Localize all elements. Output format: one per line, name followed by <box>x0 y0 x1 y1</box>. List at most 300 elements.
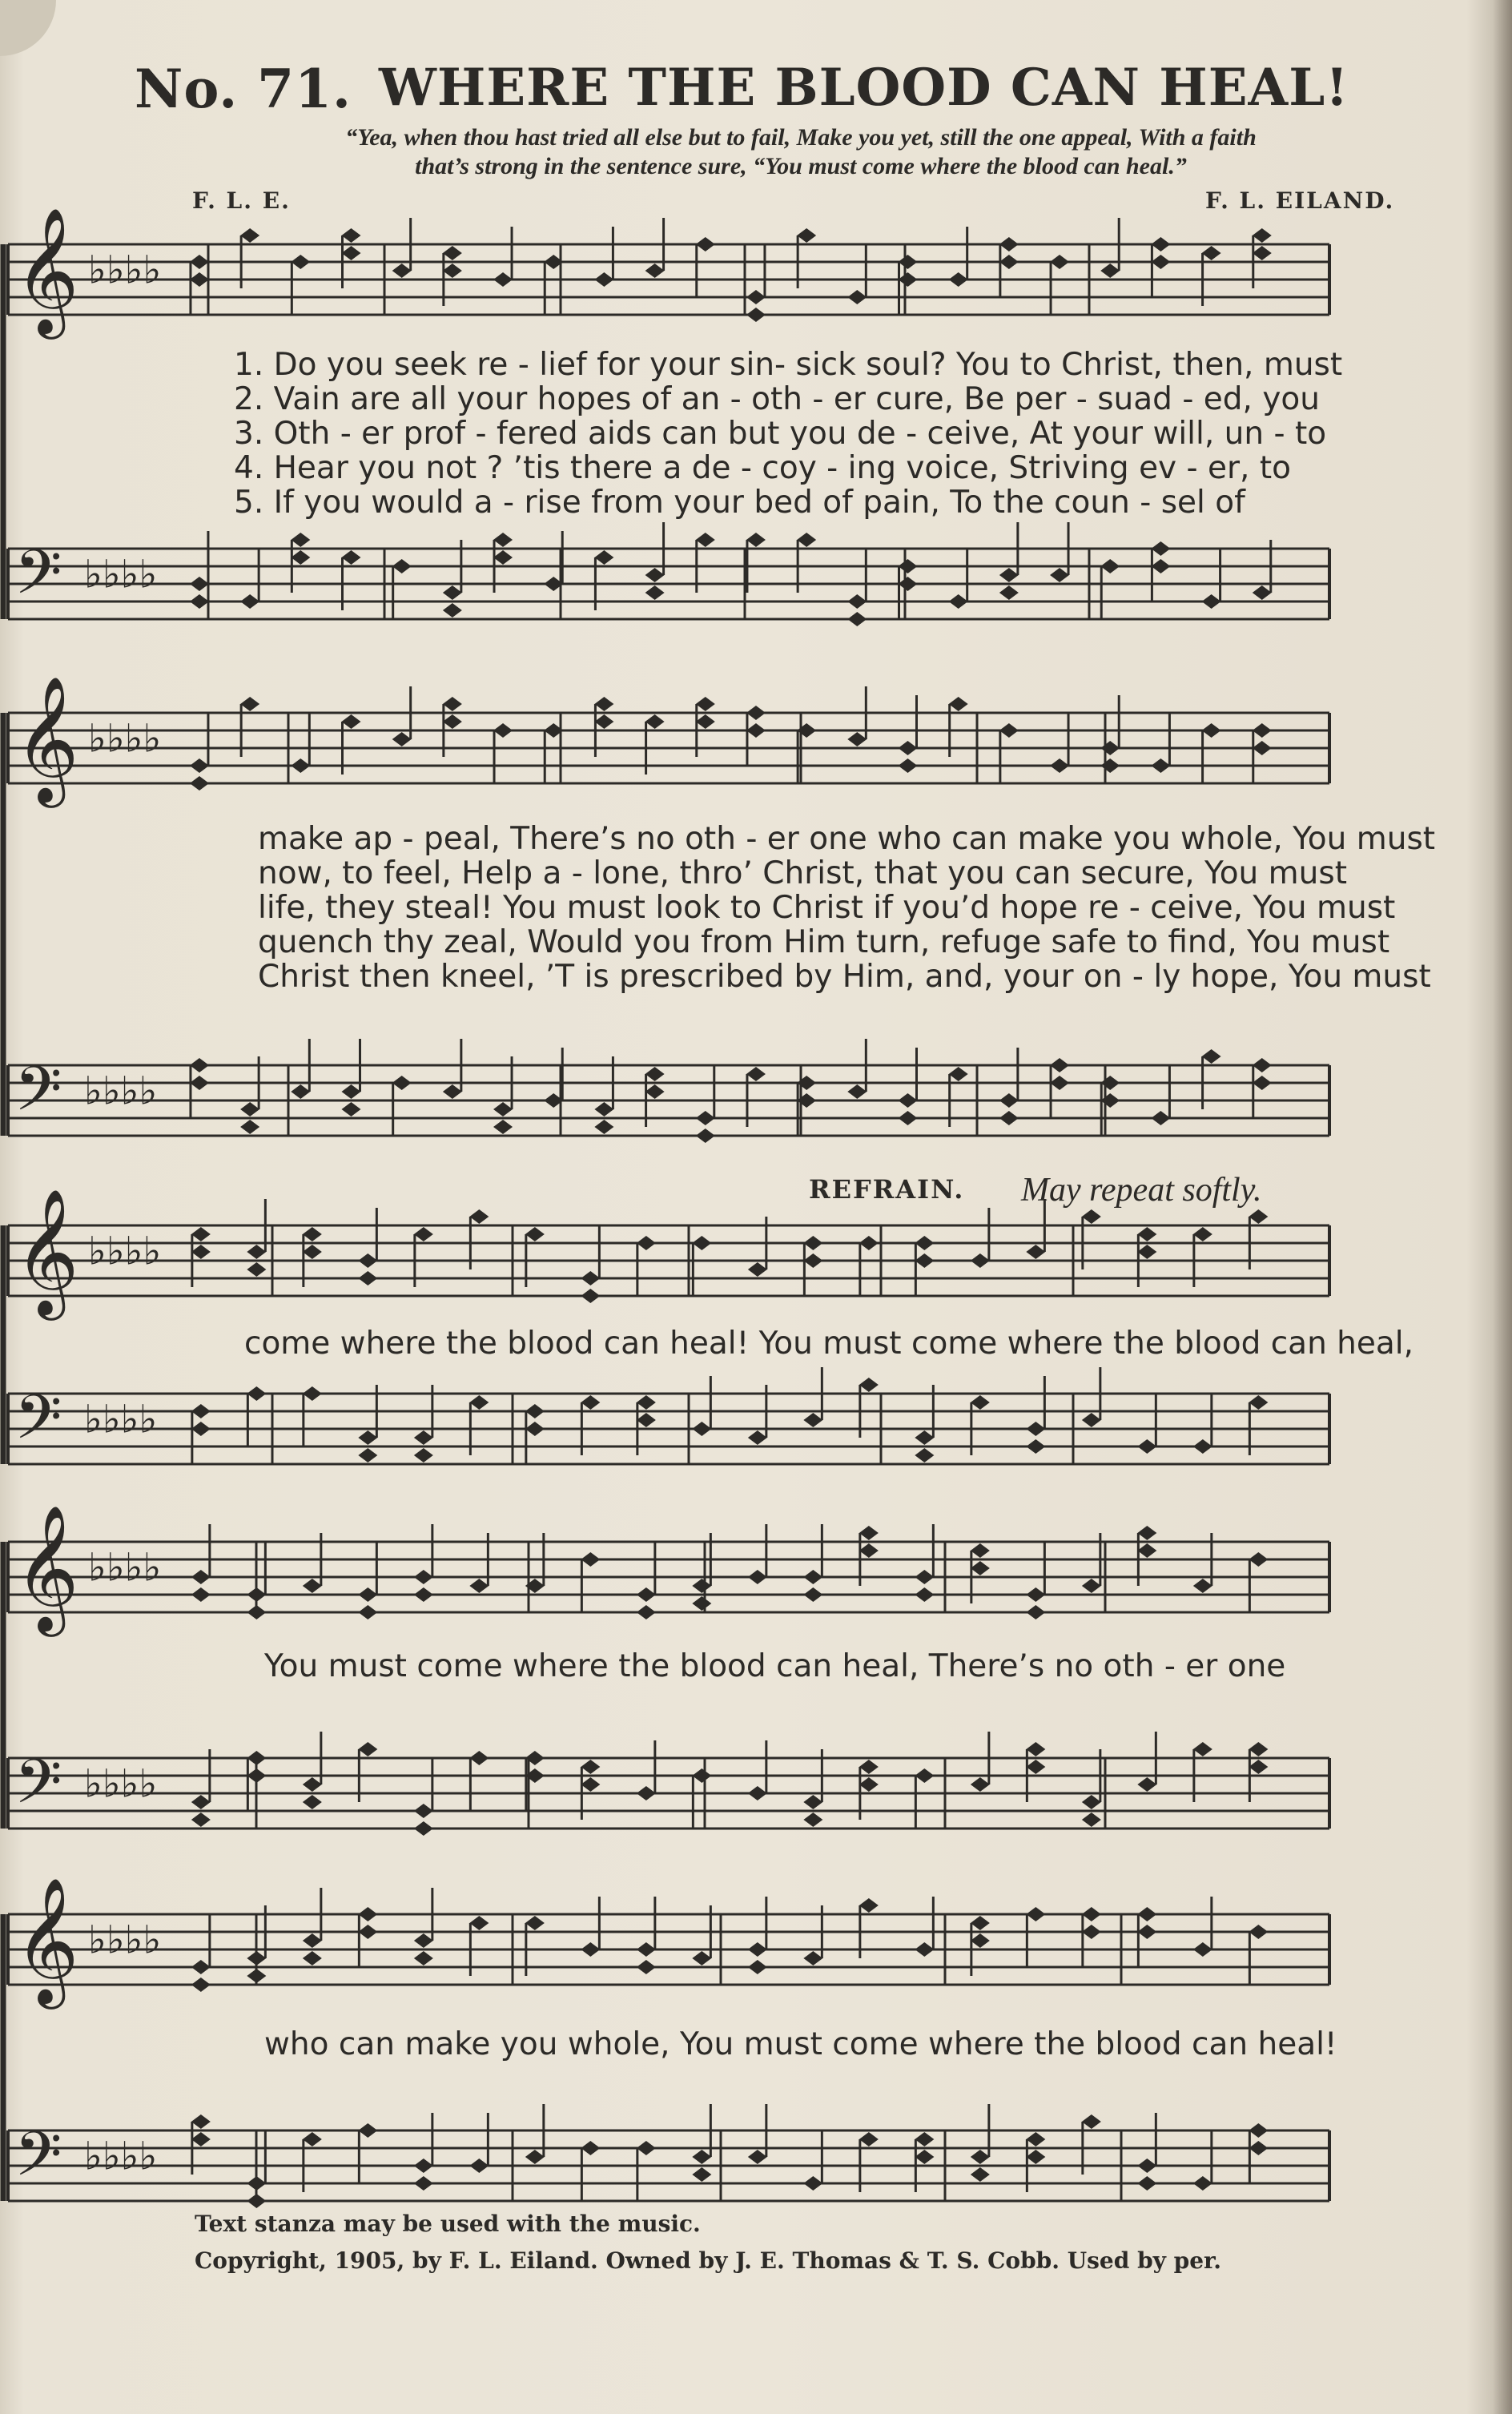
note-shape <box>899 741 918 755</box>
note-shape <box>1100 559 1120 573</box>
note-shape <box>1151 255 1170 269</box>
note-shape <box>748 2150 767 2164</box>
note-shape <box>803 2176 822 2191</box>
note-head <box>191 1404 211 1464</box>
note-shape <box>692 2167 711 2182</box>
note-shape <box>443 264 462 278</box>
bass-staff <box>8 2104 1329 2208</box>
note-shape <box>443 714 462 729</box>
note-head <box>303 1732 322 1809</box>
flat-sign-icon: ♭♭♭♭ <box>84 552 158 597</box>
note-shape <box>1249 1395 1268 1410</box>
note-head <box>1050 522 1069 582</box>
note-head <box>696 237 715 297</box>
note-shape <box>1026 1605 1045 1619</box>
note-head <box>1050 255 1069 315</box>
note-shape <box>414 1933 433 1948</box>
note-shape <box>1253 1058 1272 1072</box>
note-shape <box>247 1245 266 1259</box>
note-head <box>1253 723 1272 783</box>
note-shape <box>971 1395 990 1410</box>
note-shape <box>1253 585 1272 600</box>
note-shape <box>493 1102 513 1116</box>
note-shape <box>342 1084 361 1099</box>
note-head <box>692 1376 711 1436</box>
note-shape <box>1050 758 1069 773</box>
note-shape <box>803 1587 822 1602</box>
flat-sign-icon: ♭♭♭♭ <box>84 1068 158 1114</box>
note-shape <box>240 697 259 711</box>
stanza-2-line-1: 2. Vain are all your hopes of an - oth - er cure, Be per - suad - ed, you <box>234 381 1320 417</box>
note-shape <box>191 1245 211 1259</box>
note-shape <box>525 2150 545 2164</box>
flat-sign-icon: ♭♭♭♭ <box>88 1229 162 1274</box>
note-shape <box>859 1760 879 1774</box>
treble-clef-icon: 𝄞 <box>14 1504 79 1632</box>
note-shape <box>1026 2150 1045 2164</box>
note-shape <box>847 594 867 609</box>
note-head <box>949 227 968 287</box>
bass-clef-icon: 𝄢 <box>14 1381 62 1468</box>
note-head <box>1026 1542 1045 1619</box>
note-head <box>999 723 1019 783</box>
note-head <box>692 1236 711 1296</box>
note-shape <box>493 550 513 565</box>
note-shape <box>999 237 1019 251</box>
note-head <box>971 1732 990 1792</box>
note-shape <box>1249 1742 1268 1756</box>
bass-staff <box>8 1367 1329 1467</box>
note-shape <box>803 1236 822 1250</box>
note-shape <box>696 714 715 729</box>
footer-note: Text stanza may be used with the music. <box>195 2211 701 2237</box>
note-shape <box>999 1111 1019 1125</box>
note-head <box>692 1533 711 1611</box>
note-shape <box>1050 568 1069 582</box>
note-shape <box>342 714 361 729</box>
note-head <box>594 1056 613 1134</box>
note-shape <box>525 1227 545 1241</box>
note-shape <box>1151 541 1170 556</box>
note-shape <box>899 272 918 287</box>
note-head <box>392 1076 412 1136</box>
note-head <box>358 2123 377 2183</box>
note-shape <box>303 1951 322 1965</box>
note-shape <box>190 758 209 773</box>
note-shape <box>899 1093 918 1108</box>
note-head <box>637 1740 656 1800</box>
note-shape <box>803 1951 822 1965</box>
music-system-5 <box>0 1877 1341 2227</box>
note-shape <box>443 697 462 711</box>
note-shape <box>1026 1760 1045 1774</box>
note-head <box>1151 237 1170 297</box>
note-head <box>469 1751 489 1811</box>
note-shape <box>847 732 867 746</box>
note-head <box>358 1385 377 1462</box>
note-shape <box>746 1067 766 1081</box>
note-head <box>414 1524 433 1602</box>
note-shape <box>581 1777 600 1792</box>
note-shape <box>859 1378 879 1392</box>
note-shape <box>637 1413 656 1427</box>
note-shape <box>493 272 513 287</box>
note-shape <box>1082 1209 1101 1224</box>
note-shape <box>971 1916 990 1930</box>
note-shape <box>1082 1795 1101 1809</box>
note-shape <box>847 1084 867 1099</box>
note-shape <box>915 2132 934 2146</box>
note-shape <box>797 533 816 547</box>
note-shape <box>191 1570 211 1584</box>
note-head <box>748 1524 767 1584</box>
note-shape <box>1249 1760 1268 1774</box>
note-head <box>414 2113 433 2191</box>
note-head <box>291 255 310 315</box>
note-shape <box>1202 723 1221 738</box>
note-head <box>342 1039 361 1116</box>
note-shape <box>493 723 513 738</box>
note-head <box>240 1056 259 1134</box>
note-shape <box>748 1786 767 1800</box>
note-head <box>803 1749 822 1827</box>
note-shape <box>899 577 918 591</box>
note-shape <box>191 1813 211 1827</box>
note-shape <box>859 1898 879 1913</box>
note-shape <box>303 1245 322 1259</box>
hymn-header <box>135 51 1448 123</box>
note-shape <box>1100 758 1120 773</box>
note-shape <box>696 697 715 711</box>
note-shape <box>1253 246 1272 260</box>
note-head <box>414 1385 433 1462</box>
note-head <box>1249 1552 1268 1612</box>
note-shape <box>1249 2123 1268 2138</box>
bass-staff <box>8 522 1329 626</box>
note-shape <box>1082 1925 1101 1939</box>
note-shape <box>594 550 613 565</box>
note-head <box>746 706 766 766</box>
note-shape <box>1253 228 1272 243</box>
note-shape <box>746 706 766 720</box>
flat-sign-icon: ♭♭♭♭ <box>84 1397 158 1442</box>
note-head <box>899 559 918 619</box>
note-shape <box>392 1076 412 1090</box>
refrain-lyric-line-1: come where the blood can heal! You must come where the blood can heal, <box>244 1326 1414 1362</box>
note-shape <box>191 1960 211 1974</box>
note-head <box>493 1056 513 1134</box>
note-head <box>190 1058 209 1118</box>
note-shape <box>240 1120 259 1134</box>
stanza-4-line-2: quench thy zeal, Would you from Him turn, refuge safe to find, You must <box>258 924 1390 960</box>
note-shape <box>414 1448 433 1462</box>
note-shape <box>414 1587 433 1602</box>
note-shape <box>247 1605 266 1619</box>
note-shape <box>191 1795 211 1809</box>
note-head <box>746 244 766 322</box>
note-shape <box>525 1422 545 1436</box>
note-shape <box>949 594 968 609</box>
note-shape <box>1151 237 1170 251</box>
note-head <box>899 1048 918 1125</box>
note-shape <box>291 758 310 773</box>
note-shape <box>692 1579 711 1593</box>
note-shape <box>594 272 613 287</box>
note-shape <box>1026 1422 1045 1436</box>
note-shape <box>414 2176 433 2191</box>
note-shape <box>637 1960 656 1974</box>
note-shape <box>748 1570 767 1584</box>
note-head <box>303 1888 322 1965</box>
note-head <box>915 1385 934 1462</box>
note-head <box>1253 1058 1272 1118</box>
bass-clef-icon: 𝄢 <box>14 2118 62 2205</box>
flat-sign-icon: ♭♭♭♭ <box>88 716 162 762</box>
note-shape <box>469 1751 489 1765</box>
note-shape <box>1137 1245 1156 1259</box>
note-shape <box>899 255 918 269</box>
note-head <box>493 723 513 783</box>
note-shape <box>999 1093 1019 1108</box>
note-shape <box>899 1111 918 1125</box>
note-shape <box>1050 255 1069 269</box>
note-head <box>240 549 259 609</box>
note-head <box>1137 2113 1156 2191</box>
note-head <box>1151 713 1170 773</box>
note-shape <box>594 697 613 711</box>
note-shape <box>899 559 918 573</box>
note-shape <box>692 1596 711 1611</box>
note-shape <box>999 723 1019 738</box>
bass-staff <box>8 1039 1329 1143</box>
note-head <box>1137 1732 1156 1792</box>
note-head <box>1082 1367 1101 1427</box>
note-shape <box>1151 1111 1170 1125</box>
note-shape <box>803 1813 822 1827</box>
note-head <box>803 2130 822 2191</box>
note-shape <box>1193 2176 1212 2191</box>
note-head <box>414 1888 433 1965</box>
note-shape <box>525 1404 545 1418</box>
note-shape <box>859 1526 879 1540</box>
note-shape <box>1082 1579 1101 1593</box>
note-shape <box>1082 1813 1101 1827</box>
note-shape <box>1193 1742 1212 1756</box>
note-shape <box>1202 594 1221 609</box>
note-shape <box>971 1543 990 1558</box>
note-head <box>581 1225 600 1303</box>
note-shape <box>1253 741 1272 755</box>
note-head <box>247 1386 266 1446</box>
note-head <box>915 1524 934 1602</box>
note-shape <box>414 1570 433 1584</box>
note-head <box>1249 2123 1268 2183</box>
note-shape <box>443 1084 462 1099</box>
flat-sign-icon: ♭♭♭♭ <box>88 247 162 293</box>
note-shape <box>581 1552 600 1567</box>
note-shape <box>1151 559 1170 573</box>
note-head <box>581 2141 600 2201</box>
note-shape <box>915 1448 934 1462</box>
note-shape <box>392 732 412 746</box>
note-shape <box>247 2194 266 2208</box>
note-head <box>645 522 665 600</box>
note-shape <box>1193 1942 1212 1957</box>
note-shape <box>247 1969 266 1983</box>
note-shape <box>240 228 259 243</box>
note-shape <box>803 1570 822 1584</box>
note-shape <box>358 1907 377 1921</box>
bass-clef-icon: 𝄢 <box>14 1745 62 1833</box>
note-head <box>190 255 209 315</box>
note-shape <box>1137 1907 1156 1921</box>
note-shape <box>414 1430 433 1445</box>
note-shape <box>191 1227 211 1241</box>
note-shape <box>594 714 613 729</box>
note-head <box>692 1768 711 1829</box>
note-shape <box>443 246 462 260</box>
note-shape <box>190 1076 209 1090</box>
note-head <box>637 1236 656 1296</box>
note-shape <box>469 2159 489 2173</box>
note-head <box>637 1897 656 1974</box>
note-shape <box>342 228 361 243</box>
note-shape <box>637 1605 656 1619</box>
note-shape <box>847 290 867 304</box>
note-head <box>803 1367 822 1427</box>
note-shape <box>1137 2159 1156 2173</box>
note-shape <box>999 568 1019 582</box>
hymn-number: No. 71. <box>135 58 352 120</box>
note-head <box>392 559 412 619</box>
note-shape <box>190 272 209 287</box>
stanza-1-line-1: 1. Do you seek re - lief for your sin- sick soul? You to Christ, then, must <box>234 347 1343 383</box>
note-shape <box>859 1543 879 1558</box>
note-shape <box>358 1742 377 1756</box>
note-shape <box>443 603 462 618</box>
note-shape <box>1151 758 1170 773</box>
note-shape <box>915 1570 934 1584</box>
note-shape <box>746 533 766 547</box>
note-shape <box>746 290 766 304</box>
note-shape <box>696 533 715 547</box>
note-shape <box>999 585 1019 600</box>
bass-staff <box>8 1732 1329 1836</box>
note-shape <box>1249 2141 1268 2155</box>
note-shape <box>1026 1907 1045 1921</box>
note-shape <box>645 1084 665 1099</box>
note-shape <box>748 1942 767 1957</box>
note-head <box>899 695 918 773</box>
flat-sign-icon: ♭♭♭♭ <box>84 1761 158 1807</box>
note-shape <box>637 1236 656 1250</box>
note-shape <box>748 1262 767 1277</box>
note-shape <box>303 1227 322 1241</box>
note-shape <box>696 237 715 251</box>
note-shape <box>240 594 259 609</box>
note-shape <box>971 1777 990 1792</box>
note-shape <box>342 246 361 260</box>
note-shape <box>915 1587 934 1602</box>
note-shape <box>191 1977 211 1992</box>
note-shape <box>645 264 665 278</box>
refrain-direction: May repeat softly. <box>1021 1172 1262 1209</box>
note-head <box>443 540 462 618</box>
note-shape <box>581 1271 600 1285</box>
note-shape <box>291 1084 310 1099</box>
note-shape <box>1082 2114 1101 2129</box>
note-shape <box>469 1209 489 1224</box>
note-head <box>847 549 867 626</box>
note-shape <box>1100 1076 1120 1090</box>
note-head <box>247 1199 266 1277</box>
note-shape <box>692 2150 711 2164</box>
note-head <box>637 2141 656 2201</box>
note-head <box>1151 1065 1170 1125</box>
note-shape <box>240 1102 259 1116</box>
note-shape <box>414 1951 433 1965</box>
note-shape <box>915 1942 934 1957</box>
note-shape <box>915 1253 934 1268</box>
note-head <box>949 549 968 609</box>
note-shape <box>645 585 665 600</box>
note-shape <box>1193 1579 1212 1593</box>
note-shape <box>358 2123 377 2138</box>
note-shape <box>1050 1076 1069 1090</box>
note-shape <box>581 1942 600 1957</box>
note-shape <box>191 2132 211 2146</box>
note-shape <box>358 1253 377 1268</box>
note-shape <box>1249 1925 1268 1939</box>
note-shape <box>949 1067 968 1081</box>
note-shape <box>469 1579 489 1593</box>
note-shape <box>696 1111 715 1125</box>
note-shape <box>1100 264 1120 278</box>
note-shape <box>637 1395 656 1410</box>
music-system-4 <box>0 1504 1341 1854</box>
note-head <box>191 1749 211 1827</box>
note-shape <box>247 1768 266 1783</box>
note-shape <box>748 1960 767 1974</box>
note-head <box>1026 1376 1045 1454</box>
note-shape <box>692 1422 711 1436</box>
note-head <box>1100 695 1120 773</box>
note-shape <box>342 1102 361 1116</box>
note-shape <box>696 1129 715 1143</box>
note-head <box>971 2104 990 2182</box>
note-shape <box>1253 723 1272 738</box>
note-shape <box>1202 246 1221 260</box>
note-head <box>637 1542 656 1619</box>
note-shape <box>692 1768 711 1783</box>
note-shape <box>1100 1093 1120 1108</box>
note-head <box>847 1039 867 1099</box>
note-shape <box>594 1120 613 1134</box>
note-shape <box>594 1102 613 1116</box>
note-shape <box>358 1587 377 1602</box>
note-shape <box>303 1795 322 1809</box>
note-head <box>581 1897 600 1957</box>
note-head <box>1151 541 1170 601</box>
note-head <box>1202 723 1221 783</box>
note-shape <box>915 2150 934 2164</box>
note-shape <box>358 1925 377 1939</box>
refrain-label: REFRAIN. <box>809 1174 965 1205</box>
note-head <box>358 1542 377 1619</box>
note-head <box>1100 1076 1120 1136</box>
note-head <box>1026 1907 1045 1967</box>
note-shape <box>1137 1526 1156 1540</box>
